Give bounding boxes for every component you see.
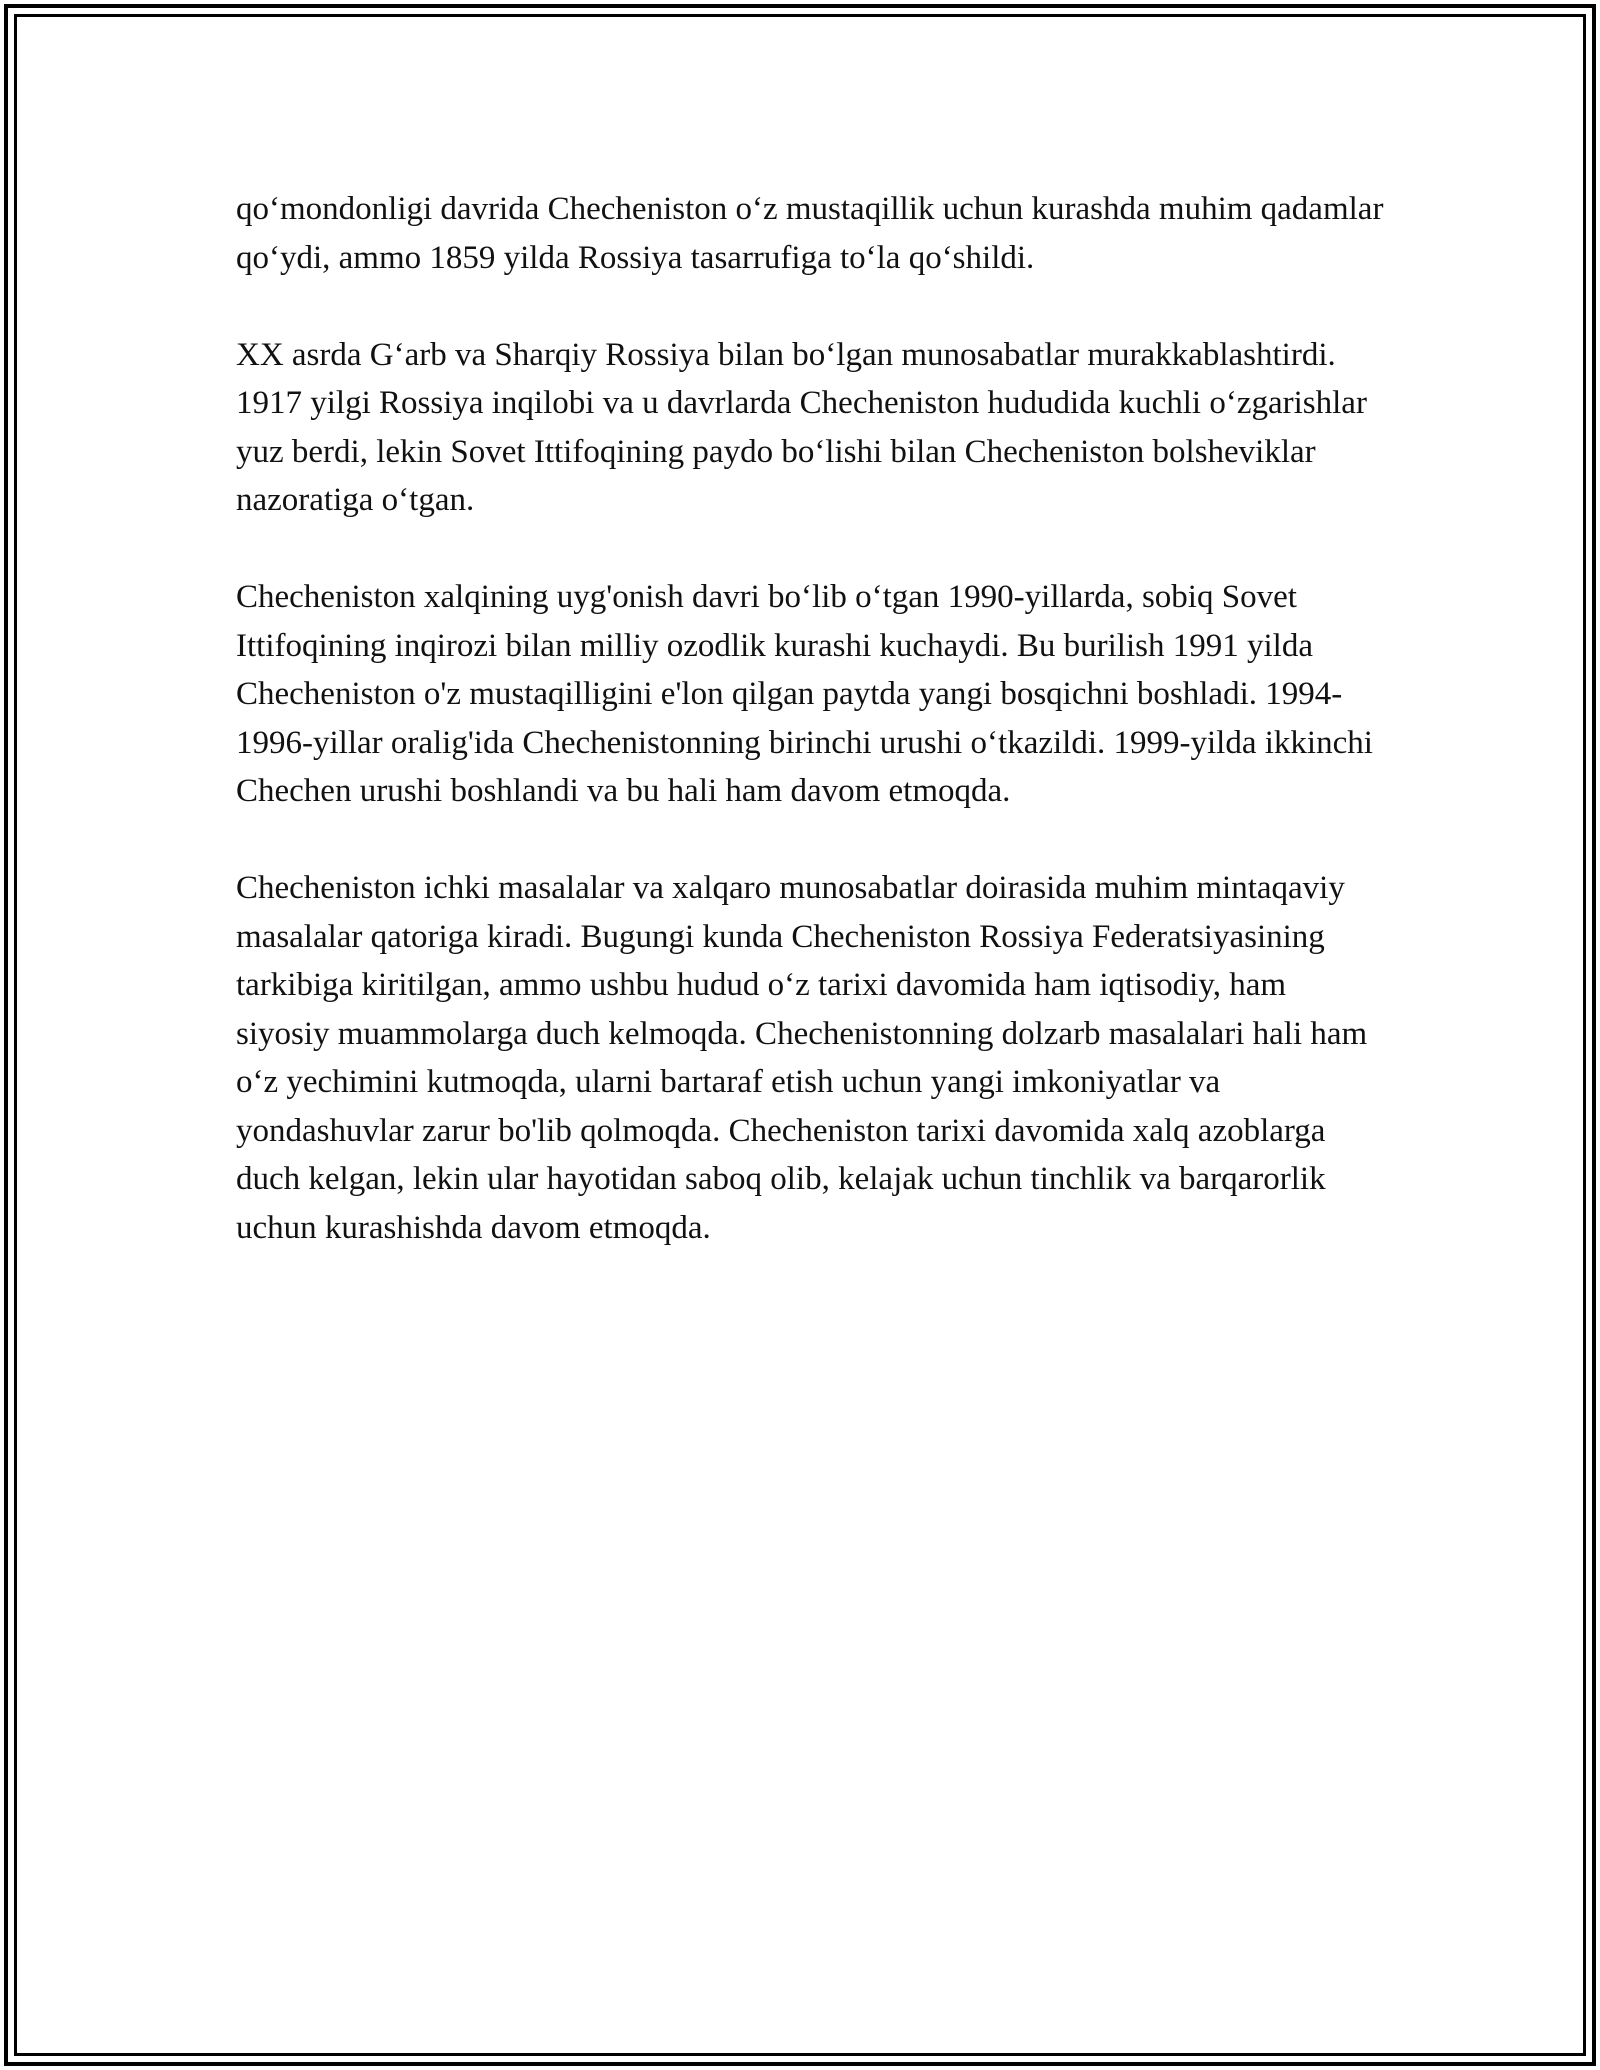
document-body	[236, 185, 1386, 1252]
paragraph-4: Checheniston ichki masalalar va xalqaro munosabatlar doirasida muhim mintaqaviy masalalar qatoriga kiradi. Bugungi kunda Checheniston Rossiya Federatsiyasining tarkibiga kiritilgan, ammo ushbu hudud o‘z tarixi davomida ham iqtisodiy, ham siyosiy muammolarga duch kelmoqda. Chechenistonning dolzarb masalalari hali ham o‘z yechimini kutmoqda, ularni bartaraf etish uchun yangi imkoniyatlar va yondashuvlar zarur bo'lib qolmoqda. Checheniston tarixi davomida xalq azoblarga duch kelgan, lekin ular hayotidan saboq olib, kelajak uchun tinchlik va barqarorlik uchun kurashishda davom etmoqda.	[236, 870, 1368, 1246]
paragraph-3: Checheniston xalqining uyg'onish davri bo‘lib o‘tgan 1990-yillarda, sobiq Sovet Ittifoqining inqirozi bilan milliy ozodlik kurashi kuchaydi. Bu burilish 1991 yilda Checheniston o'z mustaqilligini e'lon qilgan paytda yangi bosqichni boshladi. 1994-1996-yillar oralig'ida Chechenistonning birinchi urushi o‘tkazildi. 1999-yilda ikkinchi Chechen urushi boshlandi va bu hali ham davom etmoqda.	[236, 579, 1373, 809]
paragraph-1: qo‘mondonligi davrida Checheniston o‘z mustaqillik uchun kurashda muhim qadamlar qo‘ydi, ammo 1859 yilda Rossiya tasarrufiga to‘la qo‘shildi.	[236, 191, 1384, 276]
paragraph-2: XX asrda G‘arb va Sharqiy Rossiya bilan bo‘lgan munosabatlar murakkablashtirdi. 1917 yilgi Rossiya inqilobi va u davrlarda Checheniston hududida kuchli o‘zgarishlar yuz berdi, lekin Sovet Ittifoqining paydo bo‘lishi bilan Checheniston bolsheviklar nazoratiga o‘tgan.	[236, 336, 1367, 518]
